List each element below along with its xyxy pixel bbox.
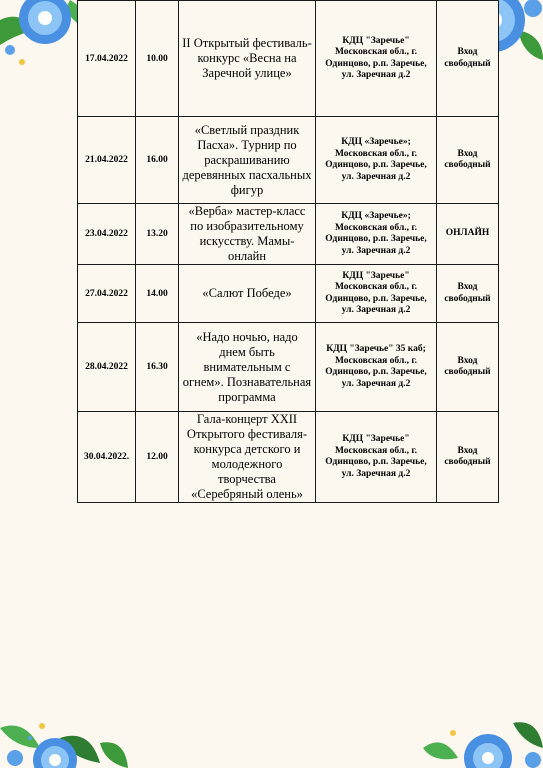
- event-entry: Вход свободный: [437, 265, 499, 323]
- event-entry: Вход свободный: [437, 412, 499, 503]
- table-row: [78, 412, 499, 503]
- event-date: 28.04.2022: [78, 323, 136, 412]
- event-date: 17.04.2022: [78, 1, 136, 117]
- event-place: КДЦ "Заречье" Московская обл., г. Одинцово, р.п. Заречье, ул. Заречная д.2: [316, 412, 437, 503]
- table-row: [78, 323, 499, 412]
- event-entry: Вход свободный: [437, 1, 499, 117]
- event-date: 23.04.2022: [78, 204, 136, 265]
- event-time: 16.00: [136, 117, 179, 204]
- event-place: КДЦ "Заречье" 35 каб; Московская обл., г. Одинцово, р.п. Заречье, ул. Заречная д.2: [316, 323, 437, 412]
- event-title: Гала-концерт XXII Открытого фестиваля-конкурса детского и молодежного творчества «Серебряный олень»: [179, 412, 316, 503]
- event-place: КДЦ «Заречье»; Московская обл., г. Одинцово, р.п. Заречье, ул. Заречная д.2: [316, 117, 437, 204]
- event-date: 30.04.2022.: [78, 412, 136, 503]
- event-title: «Салют Победе»: [179, 265, 316, 323]
- event-title: «Надо ночью, надо днем быть внимательным с огнем». Познавательная программа: [179, 323, 316, 412]
- event-time: 13.20: [136, 204, 179, 265]
- event-title: «Верба» мастер-класс по изобразительному искусству. Мамы-онлайн: [179, 204, 316, 265]
- table-row: [78, 117, 499, 204]
- event-title: II Открытый фестиваль-конкурс «Весна на Заречной улице»: [179, 1, 316, 117]
- event-entry: ОНЛАЙН: [437, 204, 499, 265]
- event-time: 12.00: [136, 412, 179, 503]
- event-place: КДЦ «Заречье»; Московская обл., г. Одинцово, р.п. Заречье, ул. Заречная д.2: [316, 204, 437, 265]
- event-entry: Вход свободный: [437, 117, 499, 204]
- event-place: КДЦ "Заречье" Московская обл., г. Одинцово, р.п. Заречье, ул. Заречная д.2: [316, 265, 437, 323]
- table-row: [78, 1, 499, 117]
- event-date: 21.04.2022: [78, 117, 136, 204]
- events-table: [77, 0, 499, 503]
- event-date: 27.04.2022: [78, 265, 136, 323]
- event-entry: Вход свободный: [437, 323, 499, 412]
- event-time: 10.00: [136, 1, 179, 117]
- event-time: 14.00: [136, 265, 179, 323]
- table-row: [78, 204, 499, 265]
- event-place: КДЦ "Заречье" Московская обл., г. Одинцово, р.п. Заречье, ул. Заречная д.2: [316, 1, 437, 117]
- table-row: [78, 265, 499, 323]
- floral-corner-bottom-left: [0, 698, 130, 768]
- event-title: «Светлый праздник Пасха». Турнир по раскрашиванию деревянных пасхальных фигур: [179, 117, 316, 204]
- event-time: 16.30: [136, 323, 179, 412]
- floral-corner-bottom-right: [413, 698, 543, 768]
